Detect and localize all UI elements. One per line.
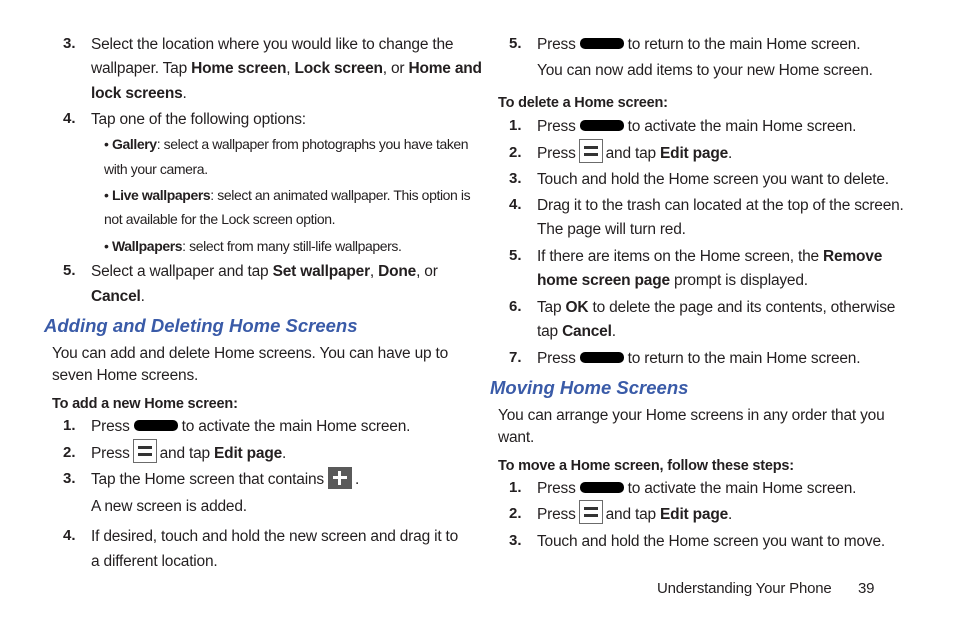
- step-text: You can now add items to your new Home screen.: [537, 62, 873, 79]
- step-text: Press to activate the main Home screen.: [91, 418, 411, 435]
- step-number: 4.: [509, 196, 522, 213]
- step-text: If there are items on the Home screen, the Remove: [537, 248, 883, 265]
- step-text: If desired, touch and hold the new screen and drag it to: [91, 528, 459, 545]
- home-key-icon: [580, 120, 624, 131]
- step-text: Tap one of the following options:: [91, 111, 306, 128]
- step-number: 4.: [63, 110, 76, 127]
- bullet-item: • Wallpapers: select from many still-life wallpapers.: [104, 238, 402, 254]
- step-text: wallpaper. Tap Home screen, Lock screen, or Home and: [91, 60, 482, 77]
- procedure-heading: To delete a Home screen:: [498, 95, 668, 111]
- step-text: Press and tap Edit page.: [537, 505, 732, 525]
- step-text: a different location.: [91, 553, 218, 570]
- bullet-item-continued: not available for the Lock screen option.: [104, 211, 336, 227]
- step-text: Press and tap Edit page.: [91, 444, 286, 464]
- step-number: 5.: [509, 247, 522, 264]
- step-number: 6.: [509, 298, 522, 315]
- step-text: lock screens.: [91, 85, 187, 102]
- step-number: 2.: [63, 444, 76, 461]
- step-number: 5.: [509, 35, 522, 52]
- procedure-heading: To move a Home screen, follow these steps:: [498, 458, 794, 474]
- intro-text: You can add and delete Home screens. You can have up to: [52, 345, 449, 362]
- step-text: Press to activate the main Home screen.: [537, 118, 857, 135]
- home-key-icon: [134, 420, 178, 431]
- step-number: 1.: [509, 479, 522, 496]
- bullet-item-continued: with your camera.: [104, 161, 208, 177]
- step-number: 1.: [509, 117, 522, 134]
- step-text: Press to return to the main Home screen.: [537, 350, 861, 367]
- add-icon: [328, 467, 352, 489]
- step-text: Cancel.: [91, 288, 145, 305]
- bullet-item: • Gallery: select a wallpaper from photographs you have taken: [104, 136, 469, 152]
- intro-text: want.: [498, 429, 535, 446]
- step-text: Drag it to the trash can located at the top of the screen.: [537, 197, 904, 214]
- step-number: 2.: [509, 505, 522, 522]
- home-key-icon: [580, 482, 624, 493]
- menu-key-icon: [579, 139, 603, 163]
- step-number: 3.: [509, 170, 522, 187]
- step-number: 3.: [509, 532, 522, 549]
- section-heading: Adding and Deleting Home Screens: [44, 315, 358, 336]
- step-text: Press to activate the main Home screen.: [537, 480, 857, 497]
- menu-key-icon: [579, 500, 603, 524]
- step-text: tap Cancel.: [537, 323, 616, 340]
- step-number: 1.: [63, 417, 76, 434]
- step-text: Touch and hold the Home screen you want to move.: [537, 533, 885, 550]
- intro-text: seven Home screens.: [52, 367, 199, 384]
- page-number: 39: [858, 580, 875, 597]
- step-number: 7.: [509, 349, 522, 366]
- step-text: Press and tap Edit page.: [537, 144, 732, 164]
- step-text: The page will turn red.: [537, 221, 686, 238]
- menu-key-icon: [133, 439, 157, 463]
- step-text: A new screen is added.: [91, 498, 247, 515]
- step-text: home screen page prompt is displayed.: [537, 272, 808, 289]
- step-number: 4.: [63, 527, 76, 544]
- step-number: 2.: [509, 144, 522, 161]
- step-number: 3.: [63, 470, 76, 487]
- step-text: Select the location where you would like to change the: [91, 36, 454, 53]
- procedure-heading: To add a new Home screen:: [52, 396, 238, 412]
- home-key-icon: [580, 352, 624, 363]
- bullet-item: • Live wallpapers: select an animated wallpaper. This option is: [104, 187, 471, 203]
- step-text: Tap the Home screen that contains .: [91, 470, 359, 490]
- footer-section-title: Understanding Your Phone: [657, 580, 832, 597]
- step-number: 5.: [63, 262, 76, 279]
- home-key-icon: [580, 38, 624, 49]
- step-text: Touch and hold the Home screen you want to delete.: [537, 171, 889, 188]
- step-text: Select a wallpaper and tap Set wallpaper, Done, or: [91, 263, 438, 280]
- step-text: Press to return to the main Home screen.: [537, 36, 861, 53]
- section-heading: Moving Home Screens: [490, 377, 689, 398]
- step-number: 3.: [63, 35, 76, 52]
- intro-text: You can arrange your Home screens in any order that you: [498, 407, 885, 424]
- step-text: Tap OK to delete the page and its contents, otherwise: [537, 299, 896, 316]
